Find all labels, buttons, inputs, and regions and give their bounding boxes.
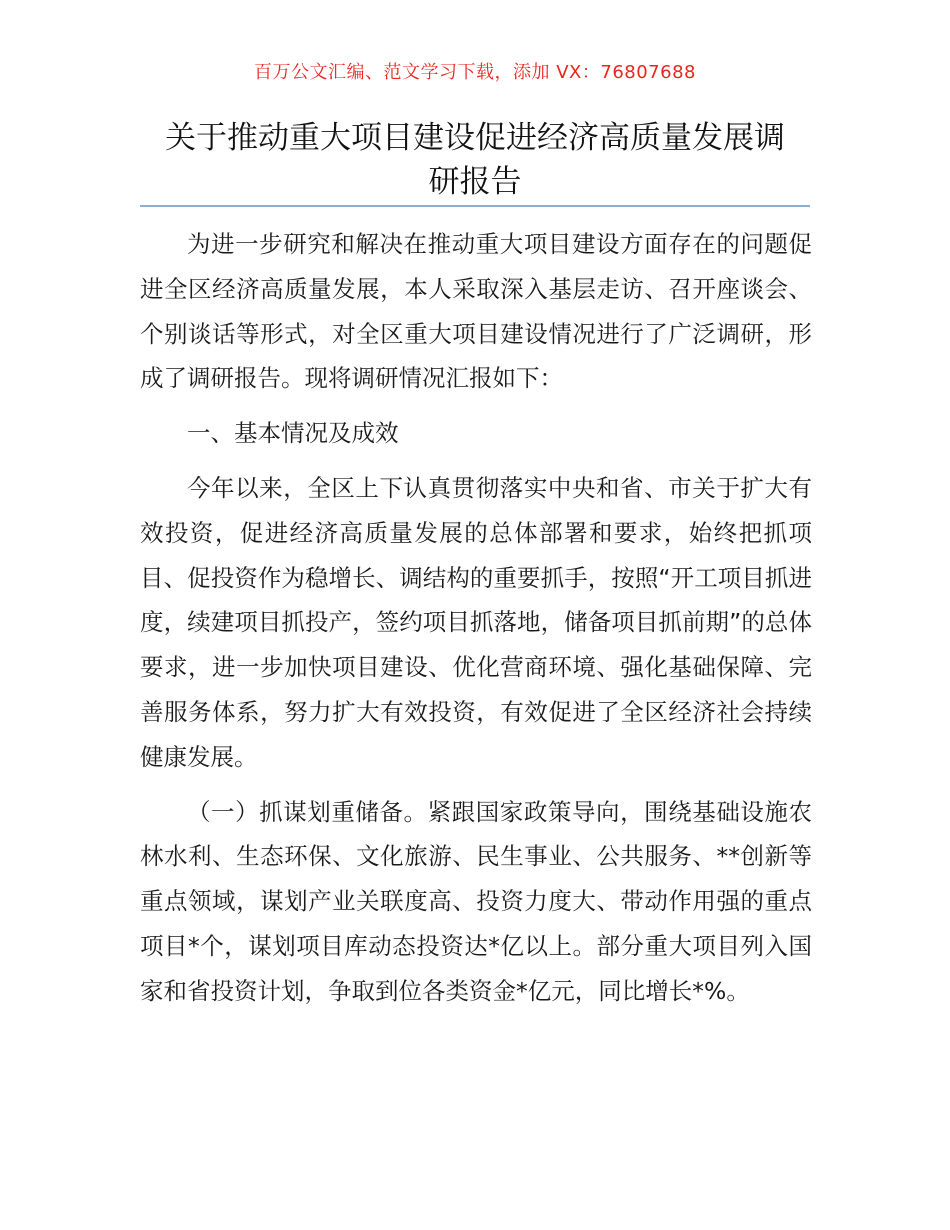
title-line-2: 研报告 (428, 164, 522, 200)
section-heading-1: 一、基本情况及成效 (187, 419, 399, 448)
subsection-1-paragraph: （一）抓谋划重储备。紧跟国家政策导向，围绕基础设施农林水利、生态环保、文化旅游、民生事业、公共服务、**创新等重点领域，谋划产业关联度高、投资力度大、带动作用强的重点项目*个，谋划项目库动态投资达*亿以上。部分重大项目列入国家和省投资计划，争取到位各类资金*亿元，同比增长*%。 (140, 797, 812, 1005)
intro-paragraph: 为进一步研究和解决在推动重大项目建设方面存在的问题促进全区经济高质量发展，本人采取深入基层走访、召开座谈会、个别谈话等形式，对全区重大项目建设情况进行了广泛调研，形成了调研报告。现将调研情况汇报如下： (140, 230, 812, 393)
watermark-banner: 百万公文汇编、范文学习下载，添加 VX：76807688 (254, 62, 696, 83)
document-title (140, 116, 810, 204)
title-divider (140, 205, 810, 207)
title-line-1: 关于推动重大项目建设促进经济高质量发展调 (165, 120, 785, 156)
document-body (140, 222, 812, 1014)
section-1-paragraph: 今年以来，全区上下认真贯彻落实中央和省、市关于扩大有效投资，促进经济高质量发展的总体部署和要求，始终把抓项目、促投资作为稳增长、调结构的重要抓手，按照“开工项目抓进度，续建项目抓投产，签约项目抓落地，储备项目抓前期”的总体要求，进一步加快项目建设、优化营商环境、强化基础保障、完善服务体系，努力扩大有效投资，有效促进了全区经济社会持续健康发展。 (140, 473, 812, 771)
